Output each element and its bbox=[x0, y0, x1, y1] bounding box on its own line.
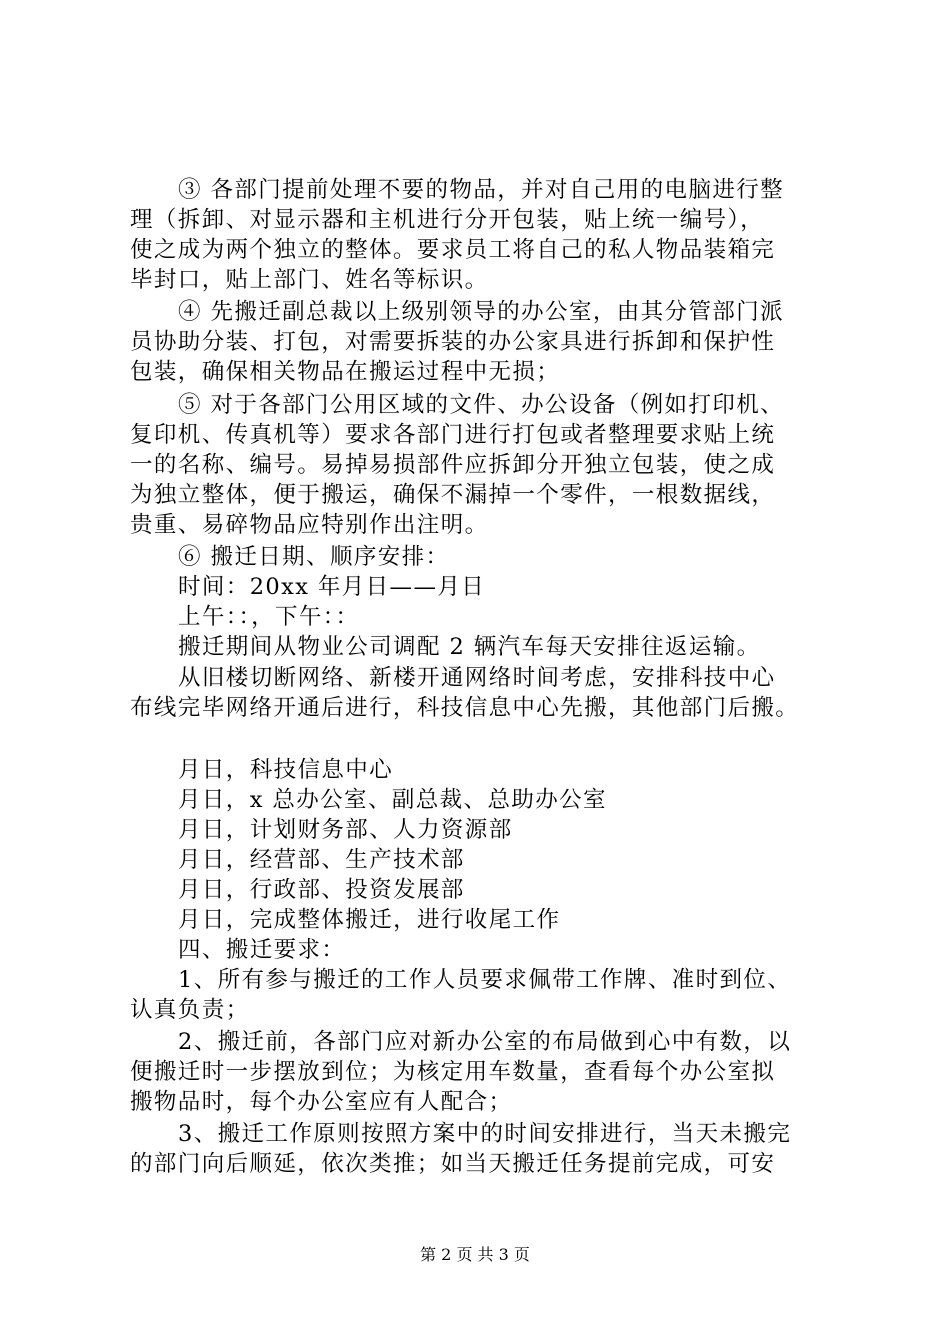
text-line-content: 员协助分装、打包，对需要拆装的办公家具进行拆卸和保护性 bbox=[130, 329, 776, 355]
text-line-content: 月日，计划财务部、人力资源部 bbox=[178, 817, 513, 843]
text-line-content: 复印机、传真机等）要求各部门进行打包或者整理要求贴上统 bbox=[130, 422, 776, 448]
text-line-content: 包装，确保相关物品在搬运过程中无损； bbox=[130, 359, 561, 385]
text-line-content: 月日，行政部、投资发展部 bbox=[178, 877, 465, 903]
text-line-content: 月日，科技信息中心 bbox=[178, 757, 394, 783]
text-line-content: ⑥ 搬迁日期、顺序安排： bbox=[178, 544, 450, 570]
text-line-content: ③ 各部门提前处理不要的物品，并对自己用的电脑进行整 bbox=[178, 177, 785, 203]
text-line-content: 贵重、易碎物品应特别作出注明。 bbox=[130, 512, 489, 538]
text-line-content: 布线完毕网络开通后进行，科技信息中心先搬，其他部门后搬。 bbox=[130, 695, 800, 721]
text-line-content: 上午：：，下午：： bbox=[178, 604, 360, 630]
text-line-content: 认真负责； bbox=[130, 997, 250, 1023]
text-line-content: 理（拆卸、对显示器和主机进行分开包装，贴上统一编号）， bbox=[130, 207, 765, 233]
text-line-content: 使之成为两个独立的整体。要求员工将自己的私人物品装箱完 bbox=[130, 237, 776, 263]
text-line-content: 月日，完成整体搬迁，进行收尾工作 bbox=[178, 907, 561, 933]
text-line-content: 一的名称、编号。易掉易损部件应拆卸分开独立包装，使之成 bbox=[130, 452, 776, 478]
text-line-content: 便搬迁时一步摆放到位；为核定用车数量，查看每个办公室拟 bbox=[130, 1059, 776, 1085]
text-line-content: 月日，x 总办公室、副总裁、总助办公室 bbox=[178, 787, 607, 813]
text-line-content: 2、搬迁前，各部门应对新办公室的布局做到心中有数，以 bbox=[178, 1029, 792, 1055]
text-line-content: 为独立整体，便于搬运，确保不漏掉一个零件，一根数据线， bbox=[130, 482, 776, 508]
text-line-content: 四、搬迁要求： bbox=[178, 937, 346, 963]
text-line-content: 的部门向后顺延，依次类推；如当天搬迁任务提前完成，可安 bbox=[130, 1151, 776, 1177]
text-line-content: 月日，经营部、生产技术部 bbox=[178, 847, 465, 873]
text-line-content: 3、搬迁工作原则按照方案中的时间安排进行，当天未搬完 bbox=[178, 1121, 792, 1147]
text-line-content: 毕封口，贴上部门、姓名等标识。 bbox=[130, 267, 489, 293]
text-line-content: ④ 先搬迁副总裁以上级别领导的办公室，由其分管部门派 bbox=[178, 299, 785, 325]
text-line-content: 时间：20xx 年月日——月日 bbox=[178, 574, 486, 600]
text-line-content: 从旧楼切断网络、新楼开通网络时间考虑，安排科技中心 bbox=[178, 665, 776, 691]
text-line-content: 搬迁期间从物业公司调配 2 辆汽车每天安排往返运输。 bbox=[178, 634, 761, 660]
text-line-content: 搬物品时，每个办公室应有人配合； bbox=[130, 1089, 513, 1115]
page-footer: 第 2 页 共 3 页 bbox=[420, 1245, 530, 1264]
text-line-content: 1、所有参与搬迁的工作人员要求佩带工作牌、准时到位、 bbox=[178, 967, 792, 993]
text-line-content: ⑤ 对于各部门公用区域的文件、办公设备（例如打印机、 bbox=[178, 392, 785, 418]
